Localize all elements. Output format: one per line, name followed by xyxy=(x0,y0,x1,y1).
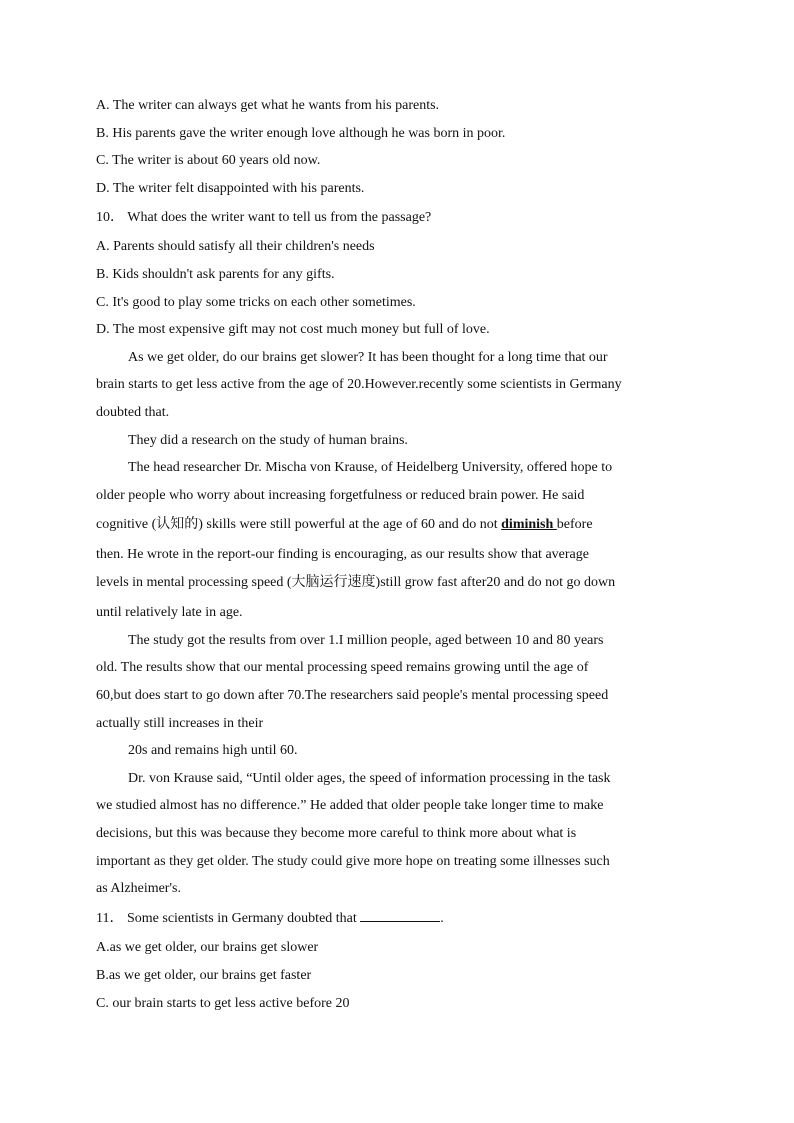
q10-option-a: A. Parents should satisfy all their children's needs xyxy=(96,239,375,254)
passage-p5-line-5: as Alzheimer's. xyxy=(96,881,181,896)
q11-option-b: B.as we get older, our brains get faster xyxy=(96,968,312,983)
passage-p4-continued: 20s and remains high until 60. xyxy=(128,743,298,758)
q10-question: 10． What does the writer want to tell us from the passage? xyxy=(96,210,432,225)
q9-option-d: D. The writer felt disappointed with his parents. xyxy=(96,181,365,196)
passage-p3-line-5: levels in mental processing speed (大脑运行速度)still grow fast after20 and do not go down xyxy=(96,575,616,590)
q9-option-a: A. The writer can always get what he wants from his parents. xyxy=(96,98,440,113)
passage-p5-line-2: we studied almost has no difference.” He added that older people take longer time to make xyxy=(96,798,604,813)
q10-option-b: B. Kids shouldn't ask parents for any gifts. xyxy=(96,267,335,282)
passage-p1-line-3: doubted that. xyxy=(96,405,170,420)
passage-p1-line-2: brain starts to get less active from the age of 20.However.recently some scientists in Germany xyxy=(96,377,622,392)
passage-p3-line-2: older people who worry about increasing forgetfulness or reduced brain power. He said xyxy=(96,488,585,503)
passage-p1-line-1: As we get older, do our brains get slower? It has been thought for a long time that our xyxy=(128,350,608,365)
passage-p4-line-4: actually still increases in their xyxy=(96,716,264,731)
keyword-diminish: diminish xyxy=(501,517,557,532)
passage-p4-line-2: old. The results show that our mental processing speed remains growing until the age of xyxy=(96,660,589,675)
passage-p3-line-1: The head researcher Dr. Mischa von Krause, of Heidelberg University, offered hope to xyxy=(128,460,613,475)
passage-p3-line-6: until relatively late in age. xyxy=(96,605,243,620)
passage-p3-line-4: then. He wrote in the report-our finding is encouraging, as our results show that average xyxy=(96,547,589,562)
q11-option-c: C. our brain starts to get less active before 20 xyxy=(96,996,350,1011)
passage-p5-line-3: decisions, but this was because they become more careful to think more about what is xyxy=(96,826,577,841)
q9-option-b: B. His parents gave the writer enough love although he was born in poor. xyxy=(96,126,506,141)
q11-question xyxy=(96,909,698,928)
passage-p5-line-1: Dr. von Krause said, “Until older ages, the speed of information processing in the task xyxy=(128,771,611,786)
q11-question-text: 11． Some scientists in Germany doubted that xyxy=(96,911,361,926)
passage-p2: They did a research on the study of human brains. xyxy=(128,433,408,448)
passage-p3-line-3-start: cognitive (认知的) skills were still powerful at the age of 60 and do not xyxy=(96,517,502,532)
q11-question-end: . xyxy=(440,911,444,926)
answer-blank xyxy=(360,909,440,922)
passage-p4-line-1: The study got the results from over 1.I million people, aged between 10 and 80 years xyxy=(128,633,604,648)
q10-option-d: D. The most expensive gift may not cost much money but full of love. xyxy=(96,322,490,337)
passage-p4-line-3: 60,but does start to go down after 70.The researchers said people's mental processing speed xyxy=(96,688,609,703)
q11-option-a: A.as we get older, our brains get slower xyxy=(96,940,319,955)
q10-option-c: C. It's good to play some tricks on each other sometimes. xyxy=(96,295,416,310)
passage-p3-line-3-end: before xyxy=(556,517,593,532)
passage-p3-line-3 xyxy=(96,516,698,534)
q9-option-c: C. The writer is about 60 years old now. xyxy=(96,153,321,168)
passage-p5-line-4: important as they get older. The study could give more hope on treating some illnesses such xyxy=(96,854,610,869)
